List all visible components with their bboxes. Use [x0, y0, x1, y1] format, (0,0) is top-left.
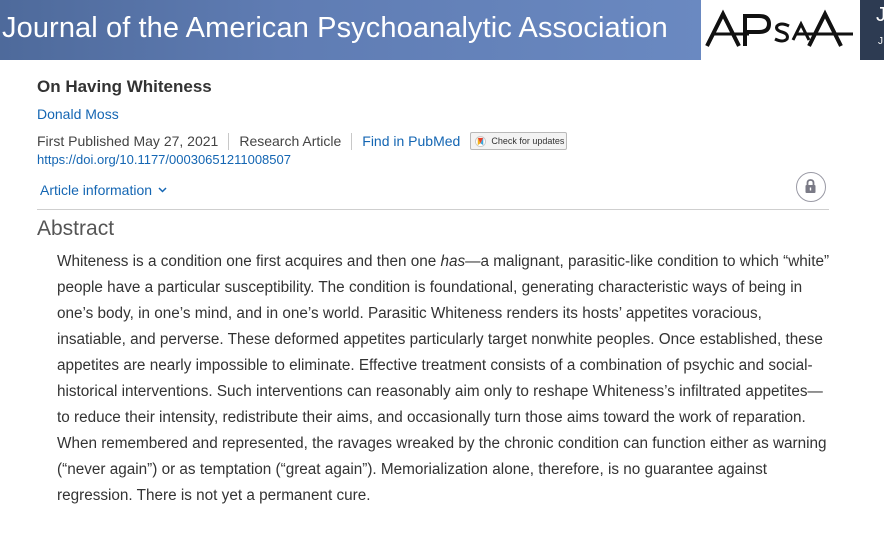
article-type: Research Article: [239, 133, 342, 149]
pubmed-link[interactable]: Find in PubMed: [362, 133, 461, 149]
access-lock-button[interactable]: [796, 172, 826, 202]
author-link[interactable]: Donald Moss: [37, 106, 119, 122]
doi-link[interactable]: https://doi.org/10.1177/00030651211008507: [37, 152, 291, 167]
meta-divider: [351, 133, 352, 150]
abstract-text-rest: —a malignant, parasitic-like condition to which “white” people have a particular susceptibility. The condition is foundational, generating characteristic ways of being in one’s body, in one’s mind, and in one’s world. Parasitic Whiteness renders its hosts’ appetites voracious, insatiable, and perverse. These deformed appetites particularly target nonwhite peoples. Once established, these appetites are nearly impossible to eliminate. Effective treatment consists of a combination of psychic and social-historical interventions. Such interventions can reasonably aim only to reshape Whiteness’s infiltrated appetites—to reduce their intensity, redistribute their aims, and occasionally turn those aims toward the work of reparation. When remembered and represented, the ravages wreaked by the chronic condition can function either as warning (“never again”) or as temptation (“great again”). Memorialization alone, therefore, is no guarantee against regression. There is not yet a permanent cure.: [57, 253, 830, 504]
check-for-updates-label: Check for updates: [491, 136, 565, 146]
abstract-italic-word: has: [440, 253, 466, 270]
lock-icon: [804, 179, 817, 194]
article-information-label: Article information: [40, 182, 153, 198]
article-information-toggle[interactable]: [40, 182, 167, 198]
abstract-heading: Abstract: [37, 217, 115, 240]
journal-cover-thumbnail[interactable]: [860, 0, 884, 60]
crossmark-icon: [475, 136, 486, 147]
abstract-text: [57, 249, 833, 509]
apsaa-logo[interactable]: [701, 0, 860, 60]
cover-letter-bottom: J: [878, 36, 883, 47]
article-meta: [37, 131, 567, 151]
apsaa-logo-icon: [705, 8, 857, 52]
section-divider: [37, 209, 829, 210]
check-for-updates-button[interactable]: [470, 132, 567, 150]
journal-title[interactable]: Journal of the American Psychoanalytic Association: [2, 12, 668, 44]
abstract-text-start: Whiteness is a condition one first acquires and then one: [57, 253, 441, 270]
abstract-paragraph: [57, 249, 833, 509]
cover-letter-top: J: [876, 4, 886, 26]
publish-date: First Published May 27, 2021: [37, 133, 219, 149]
chevron-down-icon: [158, 187, 167, 193]
article-title: On Having Whiteness: [37, 77, 212, 96]
meta-divider: [228, 133, 229, 150]
journal-banner[interactable]: [0, 0, 701, 60]
